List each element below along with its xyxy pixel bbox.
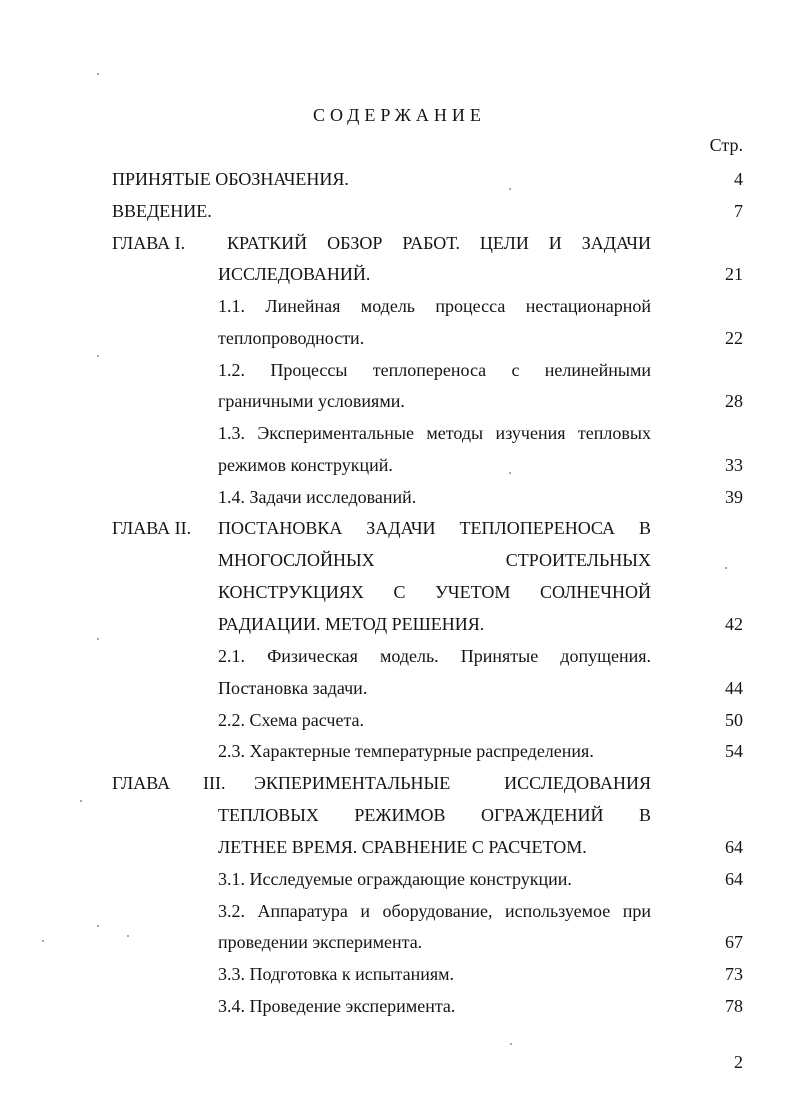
chapter-1-page: 21 xyxy=(725,264,743,284)
scan-speck xyxy=(97,73,99,75)
chapter-3-title-line-3: ЛЕТНЕЕ ВРЕМЯ. СРАВНЕНИЕ С РАСЧЕТОМ. xyxy=(218,837,587,857)
scan-speck xyxy=(97,355,99,357)
section-3-1-line-1: 3.1. Исследуемые ограждающие конструкции. xyxy=(218,869,572,889)
toc-page-introduction: 7 xyxy=(734,201,743,221)
chapter-2-title-line-1: ПОСТАНОВКА ЗАДАЧИ ТЕПЛОПЕРЕНОСА В xyxy=(218,518,651,538)
section-1-3-line-2: режимов конструкций. xyxy=(218,455,393,475)
section-2-3-line-1: 2.3. Характерные температурные распределения. xyxy=(218,741,594,761)
chapter-1-title-line-1: КРАТКИЙ ОБЗОР РАБОТ. ЦЕЛИ И ЗАДАЧИ xyxy=(227,233,651,253)
scan-speck xyxy=(509,188,511,190)
section-3-2-line-2: проведении эксперимента. xyxy=(218,932,423,952)
toc-entry-notation: ПРИНЯТЫЕ ОБОЗНАЧЕНИЯ. xyxy=(112,169,349,189)
scan-speck xyxy=(42,940,44,942)
section-2-2-line-1: 2.2. Схема расчета. xyxy=(218,710,365,730)
page-column-header: Стр. xyxy=(709,135,743,155)
section-2-2-page: 50 xyxy=(725,710,743,730)
section-3-3-page: 73 xyxy=(725,964,743,984)
section-1-4-line-1: 1.4. Задачи исследований. xyxy=(218,487,417,507)
chapter-3-page: 64 xyxy=(725,837,743,857)
section-1-4-page: 39 xyxy=(725,487,743,507)
chapter-2-title-line-2: МНОГОСЛОЙНЫХ СТРОИТЕЛЬНЫХ xyxy=(218,550,651,570)
section-3-3-line-1: 3.3. Подготовка к испытаниям. xyxy=(218,964,455,984)
section-3-4-line-1: 3.4. Проведение эксперимента. xyxy=(218,996,456,1016)
chapter-3-label: ГЛАВА xyxy=(112,773,171,793)
scan-speck xyxy=(80,800,82,802)
section-3-4-page: 78 xyxy=(725,996,743,1016)
scan-speck xyxy=(725,567,727,569)
section-2-3-page: 54 xyxy=(725,741,743,761)
toc-title: СОДЕРЖАНИЕ xyxy=(313,105,486,125)
section-2-1-line-2: Постановка задачи. xyxy=(218,678,368,698)
scan-speck xyxy=(510,1043,512,1045)
section-1-2-page: 28 xyxy=(725,391,743,411)
section-2-1-line-1: 2.1. Физическая модель. Принятые допущения. xyxy=(218,646,651,666)
chapter-2-label: ГЛАВА II. xyxy=(112,518,192,538)
section-2-1-page: 44 xyxy=(725,678,743,698)
section-1-2-line-1: 1.2. Процессы теплопереноса с нелинейными xyxy=(218,360,651,380)
section-1-3-line-1: 1.3. Экспериментальные методы изучения тепловых xyxy=(218,423,651,443)
section-3-1-page: 64 xyxy=(725,869,743,889)
section-1-1-line-1: 1.1. Линейная модель процесса нестационарной xyxy=(218,296,651,316)
chapter-3-title-line-2: ТЕПЛОВЫХ РЕЖИМОВ ОГРАЖДЕНИЙ В xyxy=(218,805,651,825)
scan-speck xyxy=(509,472,511,474)
scan-speck xyxy=(127,935,129,937)
scan-speck xyxy=(97,925,99,927)
toc-page-notation: 4 xyxy=(734,169,743,189)
chapter-3-label-number: III. xyxy=(203,773,226,793)
chapter-2-title-line-4: РАДИАЦИИ. МЕТОД РЕШЕНИЯ. xyxy=(218,614,485,634)
chapter-1-title-line-2: ИССЛЕДОВАНИЙ. xyxy=(218,264,371,284)
page-number: 2 xyxy=(734,1052,743,1072)
section-1-2-line-2: граничными условиями. xyxy=(218,391,405,411)
section-3-2-line-1: 3.2. Аппаратура и оборудование, используемое при xyxy=(218,901,651,921)
section-1-1-line-2: теплопроводности. xyxy=(218,328,365,348)
chapter-2-page: 42 xyxy=(725,614,743,634)
scan-speck xyxy=(97,638,99,640)
section-3-2-page: 67 xyxy=(725,932,743,952)
chapter-2-title-line-3: КОНСТРУКЦИЯХ С УЧЕТОМ СОЛНЕЧНОЙ xyxy=(218,582,651,602)
chapter-3-title-line-1: ЭКПЕРИМЕНТАЛЬНЫЕ ИССЛЕДОВАНИЯ xyxy=(254,773,651,793)
section-1-3-page: 33 xyxy=(725,455,743,475)
toc-entry-introduction: ВВЕДЕНИЕ. xyxy=(112,201,212,221)
section-1-1-page: 22 xyxy=(725,328,743,348)
chapter-1-label: ГЛАВА I. xyxy=(112,233,186,253)
